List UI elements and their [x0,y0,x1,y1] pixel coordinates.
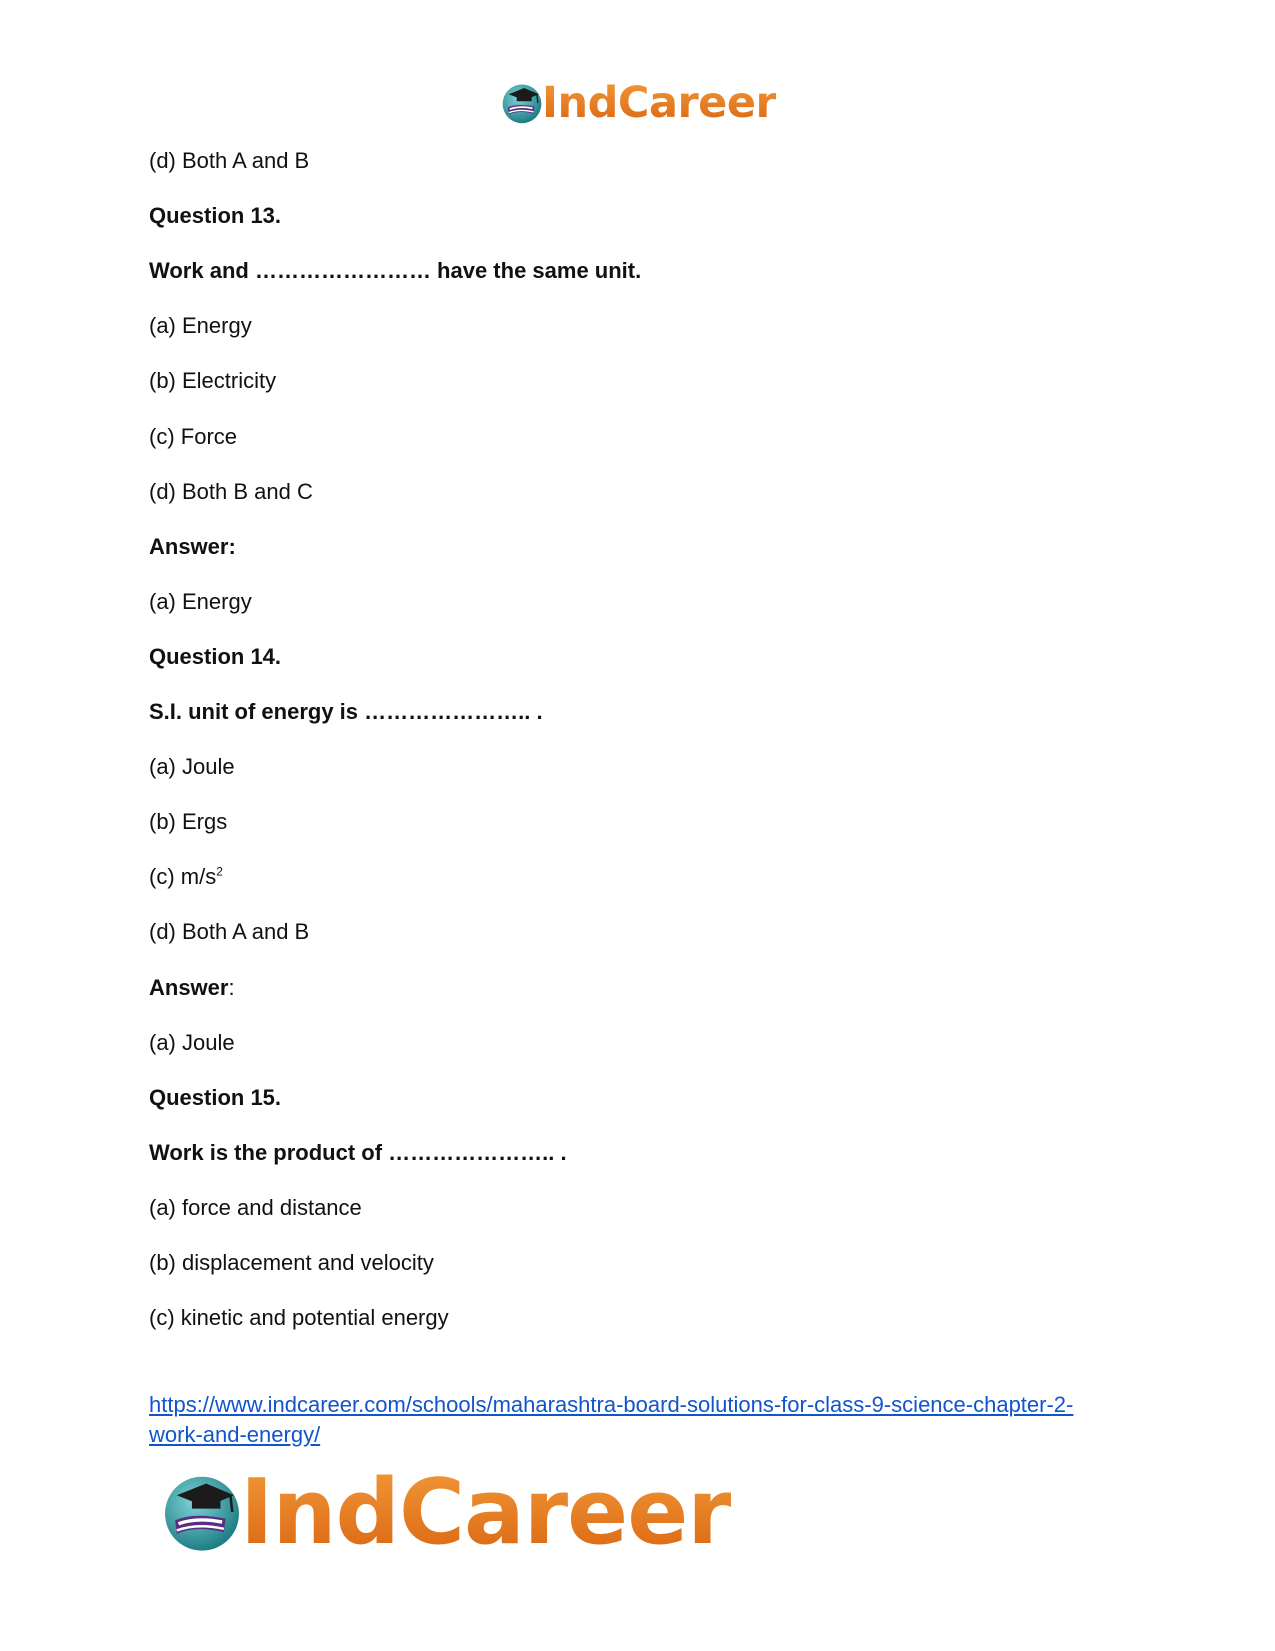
line-text: (a) Joule [149,1030,235,1055]
option-text [149,864,223,890]
line-suffix: : [228,975,235,1000]
line-text: Answer [149,975,229,1000]
brand-wordmark: IndCareer [240,1459,731,1565]
line-text: (c) m/s [149,864,217,889]
line-text: (c) Force [149,424,237,449]
question-text [149,258,641,284]
line-text: (a) Energy [149,589,252,614]
line-text: (a) Energy [149,313,252,338]
question-text [149,1085,281,1111]
option-text [149,809,227,835]
line-text: (a) Joule [149,754,235,779]
superscript: 2 [216,864,223,879]
source-link[interactable]: https://www.indcareer.com/schools/maharashtra-board-solutions-for-class-9-science-chapter-2-work-and-energy/ [149,1392,1074,1447]
line-text: Work and …………………… have the same unit. [149,258,642,283]
line-text: (a) force and distance [149,1195,362,1220]
option-text [149,1030,235,1056]
question-text [149,975,235,1001]
option-text [149,1195,362,1221]
brand-wordmark: IndCareer [542,78,777,128]
line-text: (d) Both A and B [149,919,310,944]
graduation-cap-globe-icon [160,1470,244,1554]
option-text [149,589,252,615]
option-text [149,1305,449,1331]
option-text [149,424,237,450]
line-text: Question 15. [149,1085,282,1110]
line-text: S.I. unit of energy is ………………….. . [149,699,543,724]
question-text [149,203,281,229]
line-text: (b) Ergs [149,809,228,834]
option-text [149,368,276,394]
question-text [149,699,543,725]
line-text: Work is the product of ………………….. . [149,1140,567,1165]
option-text [149,148,309,174]
option-text [149,313,252,339]
line-text: Answer: [149,534,236,559]
line-text: (d) Both A and B [149,148,310,173]
footer-logo [160,1459,731,1565]
line-text: Question 13. [149,203,282,228]
line-text: (b) displacement and velocity [149,1250,434,1275]
graduation-cap-globe-icon [500,81,544,125]
question-text [149,534,236,560]
line-text: (c) kinetic and potential energy [149,1305,449,1330]
question-text [149,644,281,670]
option-text [149,919,309,945]
line-text: Question 14. [149,644,282,669]
header-logo [500,78,776,128]
option-text [149,754,235,780]
option-text [149,1250,434,1276]
option-text [149,479,313,505]
question-text [149,1140,567,1166]
line-text: (d) Both B and C [149,479,313,504]
line-text: (b) Electricity [149,368,277,393]
